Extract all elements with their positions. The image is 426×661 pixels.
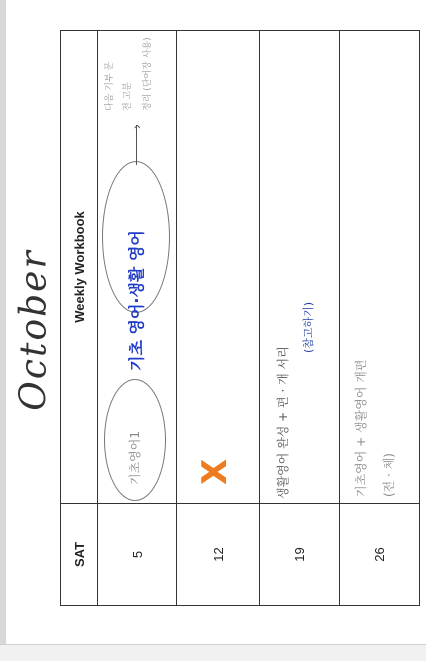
- planner-table: [60, 30, 420, 606]
- entry-cell: [177, 31, 260, 504]
- arrow-line: [136, 125, 137, 165]
- cross-mark-icon: X: [195, 458, 235, 485]
- date-cell: 5: [98, 504, 177, 606]
- table-row: [98, 31, 177, 606]
- table-header-row: [61, 31, 98, 606]
- pencil-note: 생활영어 완성 + 편 · 개 서리: [276, 346, 290, 499]
- side-note: 다음 기부 문: [105, 61, 115, 111]
- day-column-header: SAT: [61, 504, 98, 606]
- blue-ink-note: 기초 영어·생활 영어: [127, 230, 146, 371]
- pencil-note: 기초영어1: [128, 430, 142, 485]
- date-cell: 26: [340, 504, 420, 606]
- entry-cell: [340, 31, 420, 504]
- table-row: [177, 31, 260, 606]
- side-note: 전 고분: [123, 82, 133, 111]
- entry-cell: [260, 31, 340, 504]
- table-row: [340, 31, 420, 606]
- entry-cell: [98, 31, 177, 504]
- scan-edge-bottom: [0, 644, 426, 661]
- arrow-head-icon: ›: [128, 124, 144, 129]
- pencil-note: 기초영어 + 생활영어 개편: [354, 359, 368, 497]
- entry-column-header: Weekly Workbook: [61, 31, 98, 504]
- month-heading: October: [13, 249, 55, 411]
- pencil-note: (전 · 체): [382, 453, 396, 497]
- scan-edge-left: [0, 0, 6, 660]
- date-cell: 19: [260, 504, 340, 606]
- planner-table-rotator: [60, 30, 418, 606]
- side-note: 정리 (단어장 사용): [143, 37, 153, 111]
- table-row: [260, 31, 340, 606]
- date-cell: 12: [177, 504, 260, 606]
- blue-ink-note: (참고하기): [302, 301, 315, 353]
